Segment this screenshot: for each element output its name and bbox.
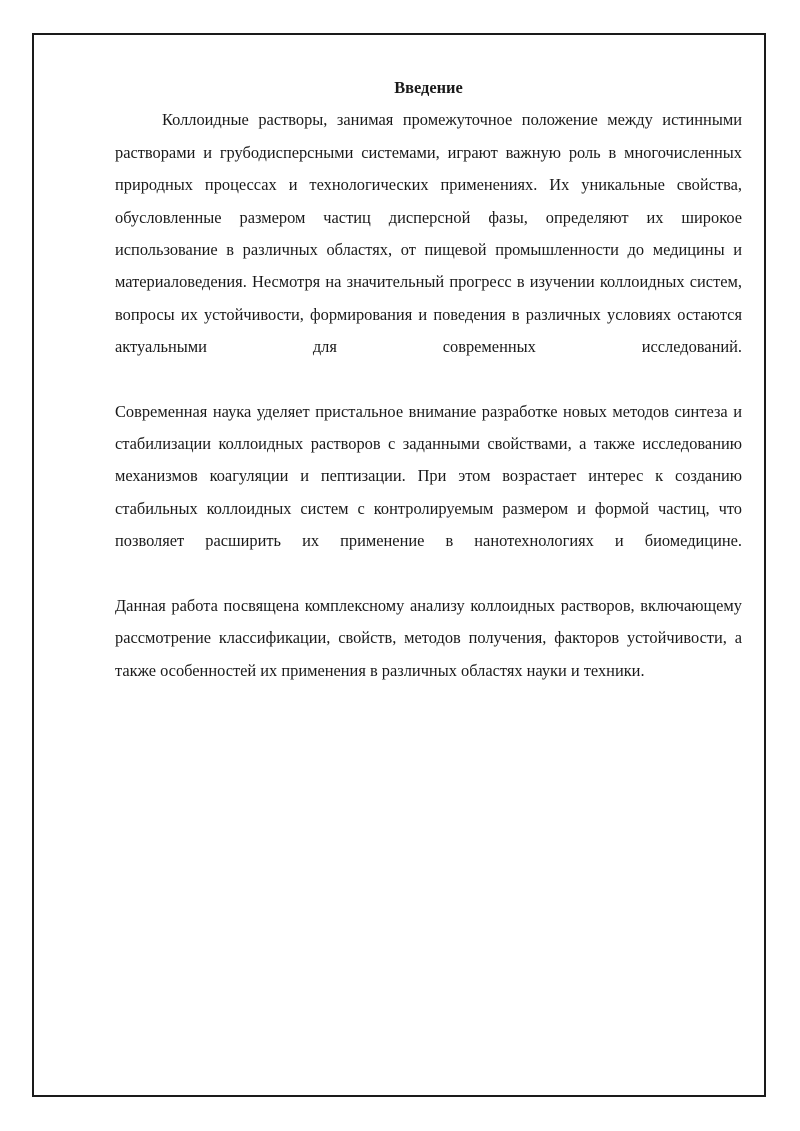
paragraph-2: Современная наука уделяет пристальное внимание разработке новых методов синтеза и стабилизации коллоидных растворов с заданными свойствами, а также исследованию механизмов коагуляции и пептизации. При этом возрастает интерес к созданию стабильных коллоидных систем с контролируемым размером и формой частиц, что позволяет расширить их применение в нанотехнологиях и биомедицине. — [115, 401, 742, 551]
document-body — [115, 72, 742, 687]
paragraph-3: Данная работа посвящена комплексному анализу коллоидных растворов, включающему рассмотрение классификации, свойств, методов получения, факторов устойчивости, а также особенностей их применения в различных областях науки и техники. — [115, 595, 742, 680]
paragraph-1: Коллоидные растворы, занимая промежуточное положение между истинными растворами и грубодисперсными системами, играют важную роль в многочисленных природных процессах и технологических применениях. Их уникальные свойства, обусловленные размером частиц дисперсной фазы, определяют их широкое использование в различных областях, от пищевой промышленности до медицины и материаловедения. Несмотря на значительный прогресс в изучении коллоидных систем, вопросы их устойчивости, формирования и поведения в различных условиях остаются актуальными для современных исследований. — [115, 110, 742, 357]
document-title: Введение — [394, 78, 463, 97]
paragraph-spacer — [115, 558, 742, 590]
paragraph-spacer — [115, 364, 742, 396]
